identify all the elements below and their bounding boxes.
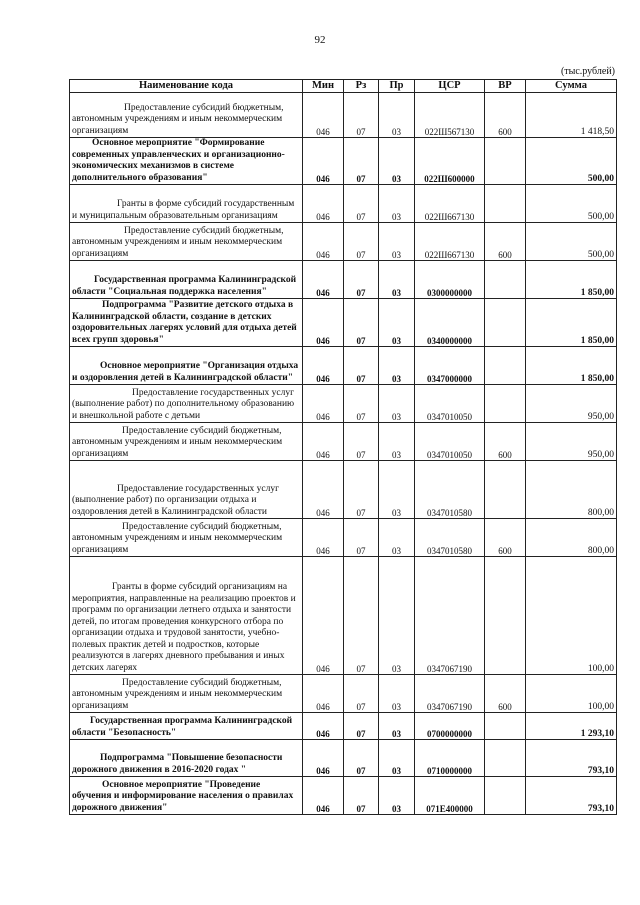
row-name-text: Государственная программа Калининградской области "Безопасность" (72, 716, 293, 738)
cell-min: 046 (303, 461, 344, 519)
row-name-text: Предоставление государственных услуг (выполнение работ) по дополнительному образованию и внешкольной работе с детьми (72, 387, 295, 421)
row-name-text: Предоставление государственных услуг (выполнение работ) по организации отдыха и оздоровления детей в Калининградской области (72, 483, 280, 517)
cell-csr: 0347000000 (415, 347, 485, 385)
table-header-row (70, 80, 617, 93)
row-name-text: Предоставление субсидий бюджетным, автономным учреждениям и иным некоммерческим организациям (72, 102, 284, 136)
cell-csr: 022Ш667130 (415, 185, 485, 223)
cell-rz: 07 (344, 713, 379, 740)
cell-name (70, 713, 303, 740)
table-row (70, 740, 617, 777)
table-row (70, 185, 617, 223)
cell-rz: 07 (344, 385, 379, 423)
cell-name (70, 423, 303, 461)
cell-rz: 07 (344, 299, 379, 347)
cell-rz: 07 (344, 461, 379, 519)
cell-name (70, 185, 303, 223)
row-name-text: Предоставление субсидий бюджетным, автономным учреждениям и иным некоммерческим организациям (72, 521, 283, 555)
cell-pr: 03 (379, 740, 415, 777)
cell-sum: 793,10 (526, 740, 617, 777)
cell-name (70, 347, 303, 385)
cell-csr: 0340000000 (415, 299, 485, 347)
cell-csr: 0347067190 (415, 675, 485, 713)
cell-name (70, 557, 303, 675)
cell-pr: 03 (379, 713, 415, 740)
cell-pr: 03 (379, 519, 415, 557)
cell-csr: 0347010050 (415, 423, 485, 461)
units-label: (тыс.рублей) (560, 66, 615, 77)
cell-min: 046 (303, 347, 344, 385)
cell-name (70, 777, 303, 815)
cell-vr: 600 (485, 93, 526, 138)
cell-csr: 022Ш567130 (415, 93, 485, 138)
cell-vr: 600 (485, 223, 526, 261)
cell-pr: 03 (379, 223, 415, 261)
page-number: 92 (314, 34, 326, 46)
cell-vr (485, 138, 526, 185)
cell-sum: 100,00 (526, 675, 617, 713)
budget-table (69, 79, 617, 815)
cell-name (70, 93, 303, 138)
cell-min: 046 (303, 713, 344, 740)
table-row (70, 138, 617, 185)
cell-sum: 500,00 (526, 138, 617, 185)
cell-pr: 03 (379, 557, 415, 675)
cell-vr (485, 557, 526, 675)
cell-min: 046 (303, 557, 344, 675)
header-vr: ВР (485, 80, 526, 93)
header-name: Наименование кода (70, 80, 303, 93)
row-name-text: Предоставление субсидий бюджетным, автономным учреждениям и иным некоммерческим организациям (72, 677, 283, 711)
cell-name (70, 138, 303, 185)
cell-min: 046 (303, 299, 344, 347)
header-pr: Пр (379, 80, 415, 93)
cell-pr: 03 (379, 138, 415, 185)
cell-csr: 0300000000 (415, 261, 485, 299)
cell-name (70, 223, 303, 261)
cell-csr: 0347067190 (415, 557, 485, 675)
cell-min: 046 (303, 423, 344, 461)
cell-sum: 1 293,10 (526, 713, 617, 740)
row-name-text: Гранты в форме субсидий государственным и муниципальным образовательным организациям (72, 199, 295, 221)
cell-min: 046 (303, 185, 344, 223)
table-body (70, 93, 617, 815)
cell-sum: 800,00 (526, 461, 617, 519)
cell-csr: 071E400000 (415, 777, 485, 815)
table-row (70, 261, 617, 299)
cell-sum: 500,00 (526, 223, 617, 261)
cell-csr: 022Ш667130 (415, 223, 485, 261)
cell-rz: 07 (344, 223, 379, 261)
cell-vr (485, 299, 526, 347)
cell-min: 046 (303, 740, 344, 777)
cell-min: 046 (303, 93, 344, 138)
cell-min: 046 (303, 675, 344, 713)
cell-rz: 07 (344, 557, 379, 675)
cell-vr (485, 185, 526, 223)
cell-vr: 600 (485, 675, 526, 713)
cell-name (70, 385, 303, 423)
cell-vr (485, 777, 526, 815)
cell-pr: 03 (379, 93, 415, 138)
cell-sum: 793,10 (526, 777, 617, 815)
cell-rz: 07 (344, 777, 379, 815)
cell-sum: 1 850,00 (526, 299, 617, 347)
cell-sum: 1 850,00 (526, 347, 617, 385)
cell-pr: 03 (379, 299, 415, 347)
header-rz: Рз (344, 80, 379, 93)
cell-name (70, 740, 303, 777)
cell-rz: 07 (344, 519, 379, 557)
table-row (70, 347, 617, 385)
row-name-text: Подпрограмма "Повышение безопасности дорожного движения в 2016-2020 годах " (72, 753, 283, 775)
cell-sum: 1 850,00 (526, 261, 617, 299)
cell-csr: 0347010580 (415, 519, 485, 557)
cell-sum: 950,00 (526, 385, 617, 423)
cell-name (70, 261, 303, 299)
table-row (70, 461, 617, 519)
cell-name (70, 519, 303, 557)
cell-rz: 07 (344, 423, 379, 461)
cell-vr (485, 461, 526, 519)
row-name-text: Основное мероприятие "Формирование современных управленческих и организационно-экономических механизмов в системе дополнительного образования" (72, 138, 285, 183)
row-name-text: Гранты в форме субсидий организациям на мероприятия, направленные на реализацию проектов и программ по организации летнего отдыха и занятости детей, по итогам проведения конкурсного отбора по организации отдыха и трудовой занятости, учебно-полевых практик детей и подростков, которые реализуются в лагерях дневного пребывания и иных детских лагерях (72, 582, 296, 673)
row-name-text: Предоставление субсидий бюджетным, автономным учреждениям и иным некоммерческим организациям (72, 225, 284, 259)
cell-vr (485, 740, 526, 777)
table-row (70, 423, 617, 461)
cell-vr (485, 385, 526, 423)
row-name-text: Предоставление субсидий бюджетным, автономным учреждениям и иным некоммерческим организациям (72, 425, 283, 459)
cell-pr: 03 (379, 461, 415, 519)
cell-rz: 07 (344, 675, 379, 713)
table-row (70, 385, 617, 423)
cell-vr: 600 (485, 423, 526, 461)
header-min: Мин (303, 80, 344, 93)
cell-rz: 07 (344, 740, 379, 777)
cell-pr: 03 (379, 385, 415, 423)
cell-rz: 07 (344, 261, 379, 299)
cell-pr: 03 (379, 261, 415, 299)
cell-pr: 03 (379, 347, 415, 385)
cell-vr (485, 713, 526, 740)
cell-vr (485, 261, 526, 299)
row-name-text: Государственная программа Калининградской области "Социальная поддержка населения" (72, 275, 297, 297)
cell-csr: 0710000000 (415, 740, 485, 777)
table-row (70, 519, 617, 557)
header-csr: ЦСР (415, 80, 485, 93)
cell-csr: 0700000000 (415, 713, 485, 740)
cell-min: 046 (303, 261, 344, 299)
cell-name (70, 299, 303, 347)
cell-rz: 07 (344, 347, 379, 385)
cell-min: 046 (303, 223, 344, 261)
table-row (70, 713, 617, 740)
table-row (70, 675, 617, 713)
cell-vr (485, 347, 526, 385)
row-name-text: Основное мероприятие "Проведение обучения и информирование населения о правилах дорожного движения" (72, 779, 294, 813)
cell-rz: 07 (344, 93, 379, 138)
cell-csr: 0347010580 (415, 461, 485, 519)
row-name-text: Основное мероприятие "Организация отдыха и оздоровления детей в Калининградской области" (72, 361, 299, 383)
cell-csr: 0347010050 (415, 385, 485, 423)
cell-min: 046 (303, 519, 344, 557)
table-row (70, 299, 617, 347)
header-sum: Сумма (526, 80, 617, 93)
cell-name (70, 461, 303, 519)
cell-pr: 03 (379, 777, 415, 815)
cell-pr: 03 (379, 675, 415, 713)
cell-sum: 100,00 (526, 557, 617, 675)
cell-pr: 03 (379, 185, 415, 223)
table-row (70, 777, 617, 815)
cell-pr: 03 (379, 423, 415, 461)
table-row (70, 223, 617, 261)
cell-min: 046 (303, 777, 344, 815)
cell-sum: 1 418,50 (526, 93, 617, 138)
cell-rz: 07 (344, 138, 379, 185)
cell-sum: 800,00 (526, 519, 617, 557)
cell-name (70, 675, 303, 713)
cell-vr: 600 (485, 519, 526, 557)
cell-csr: 022Ш600000 (415, 138, 485, 185)
cell-sum: 950,00 (526, 423, 617, 461)
cell-min: 046 (303, 385, 344, 423)
cell-sum: 500,00 (526, 185, 617, 223)
table-row (70, 557, 617, 675)
row-name-text: Подпрограмма "Развитие детского отдыха в Калининградской области, создание в детских оздоровительных лагерях условий для отдыха детей всех групп здоровья" (72, 300, 297, 345)
cell-min: 046 (303, 138, 344, 185)
table-row (70, 93, 617, 138)
cell-rz: 07 (344, 185, 379, 223)
